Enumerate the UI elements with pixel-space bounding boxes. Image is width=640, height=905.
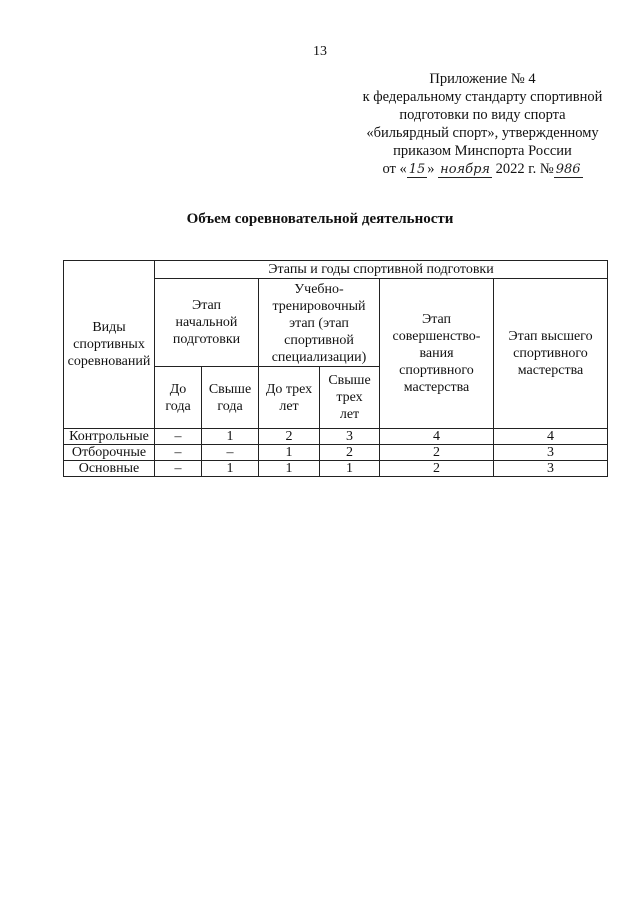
header-text: До трех: [265, 381, 313, 397]
date-mid: »: [427, 161, 435, 177]
header-initial-stage: [155, 279, 259, 367]
table-cell: 2: [320, 445, 380, 461]
table-cell: –: [155, 461, 202, 477]
header-text: Учебно-: [294, 282, 344, 297]
header-text: Виды: [92, 320, 126, 335]
header-text: Этап высшего: [508, 329, 593, 344]
appendix-block: [330, 70, 635, 178]
header-text: совершенство-: [392, 329, 481, 344]
table-cell: 1: [202, 429, 259, 445]
header-text: спортивной: [284, 333, 354, 348]
document-title: Объем соревновательной деятельности: [186, 211, 454, 227]
header-text: специализации): [271, 350, 367, 365]
table-cell: –: [155, 429, 202, 445]
table-cell: 3: [320, 429, 380, 445]
header-training-stage: [259, 279, 380, 367]
header-text: спортивных: [73, 337, 145, 352]
header-text: лет: [339, 407, 360, 422]
header-text: мастерства: [517, 363, 584, 378]
table-row: [64, 445, 608, 461]
table-cell: 4: [494, 429, 608, 445]
table-cell: 1: [320, 461, 380, 477]
header-text: года: [217, 398, 243, 414]
header-text: Этап: [191, 298, 222, 313]
header-text: соревнований: [67, 354, 151, 369]
handwritten-month: ноября: [440, 162, 491, 177]
handwritten-order-number: 986: [555, 162, 581, 177]
order-year: 2022 г. №: [495, 161, 554, 177]
header-text: тренировочный: [272, 299, 366, 314]
header-text: спортивного: [399, 363, 474, 378]
table-cell: 1: [259, 445, 320, 461]
table-cell: 1: [259, 461, 320, 477]
header-text: Свыше: [328, 373, 371, 388]
header-competition-kinds: [64, 261, 155, 429]
competition-volume-table: [63, 260, 608, 477]
header-text: Этап: [421, 312, 452, 327]
appendix-line: приказом Минспорта России: [393, 143, 572, 159]
header-higher-mastery-stage: [494, 279, 608, 429]
table-cell: 2: [380, 445, 494, 461]
row-label: Контрольные: [64, 429, 155, 445]
table-cell: –: [155, 445, 202, 461]
table-cell: 3: [494, 461, 608, 477]
header-text: вания: [419, 346, 454, 361]
header-text: трех: [336, 390, 363, 405]
page-number: 13: [313, 44, 327, 59]
table-row: [64, 429, 608, 445]
header-stages-years: Этапы и годы спортивной подготовки: [155, 261, 608, 279]
handwritten-day: 15: [408, 162, 426, 177]
appendix-line: к федеральному стандарту спортивной: [362, 89, 603, 105]
header-improvement-stage: [380, 279, 494, 429]
table-cell: 2: [259, 429, 320, 445]
table-cell: 1: [202, 461, 259, 477]
date-prefix: от «: [382, 161, 407, 177]
row-label: Отборочные: [64, 445, 155, 461]
appendix-line: Приложение № 4: [429, 71, 536, 87]
header-text: года: [165, 398, 191, 414]
header-text: этап (этап: [289, 316, 349, 331]
subheader-over-year: [202, 367, 259, 429]
subheader-up-to-three-years: [259, 367, 320, 429]
header-text: До: [169, 381, 187, 397]
appendix-line: подготовки по виду спорта: [399, 107, 566, 123]
table-cell: 2: [380, 461, 494, 477]
header-text: лет: [279, 398, 299, 414]
table-cell: 4: [380, 429, 494, 445]
appendix-line: «бильярдный спорт», утвержденному: [366, 125, 599, 141]
table-cell: –: [202, 445, 259, 461]
order-date-line: [330, 160, 635, 178]
header-text: Свыше: [208, 381, 252, 397]
header-text: мастерства: [403, 380, 470, 395]
table-cell: 3: [494, 445, 608, 461]
header-text: начальной: [175, 315, 238, 330]
row-label: Основные: [64, 461, 155, 477]
header-text: подготовки: [172, 332, 241, 347]
subheader-over-three-years: [320, 367, 380, 429]
subheader-up-to-year: [155, 367, 202, 429]
table-row: [64, 461, 608, 477]
header-text: спортивного: [513, 346, 588, 361]
